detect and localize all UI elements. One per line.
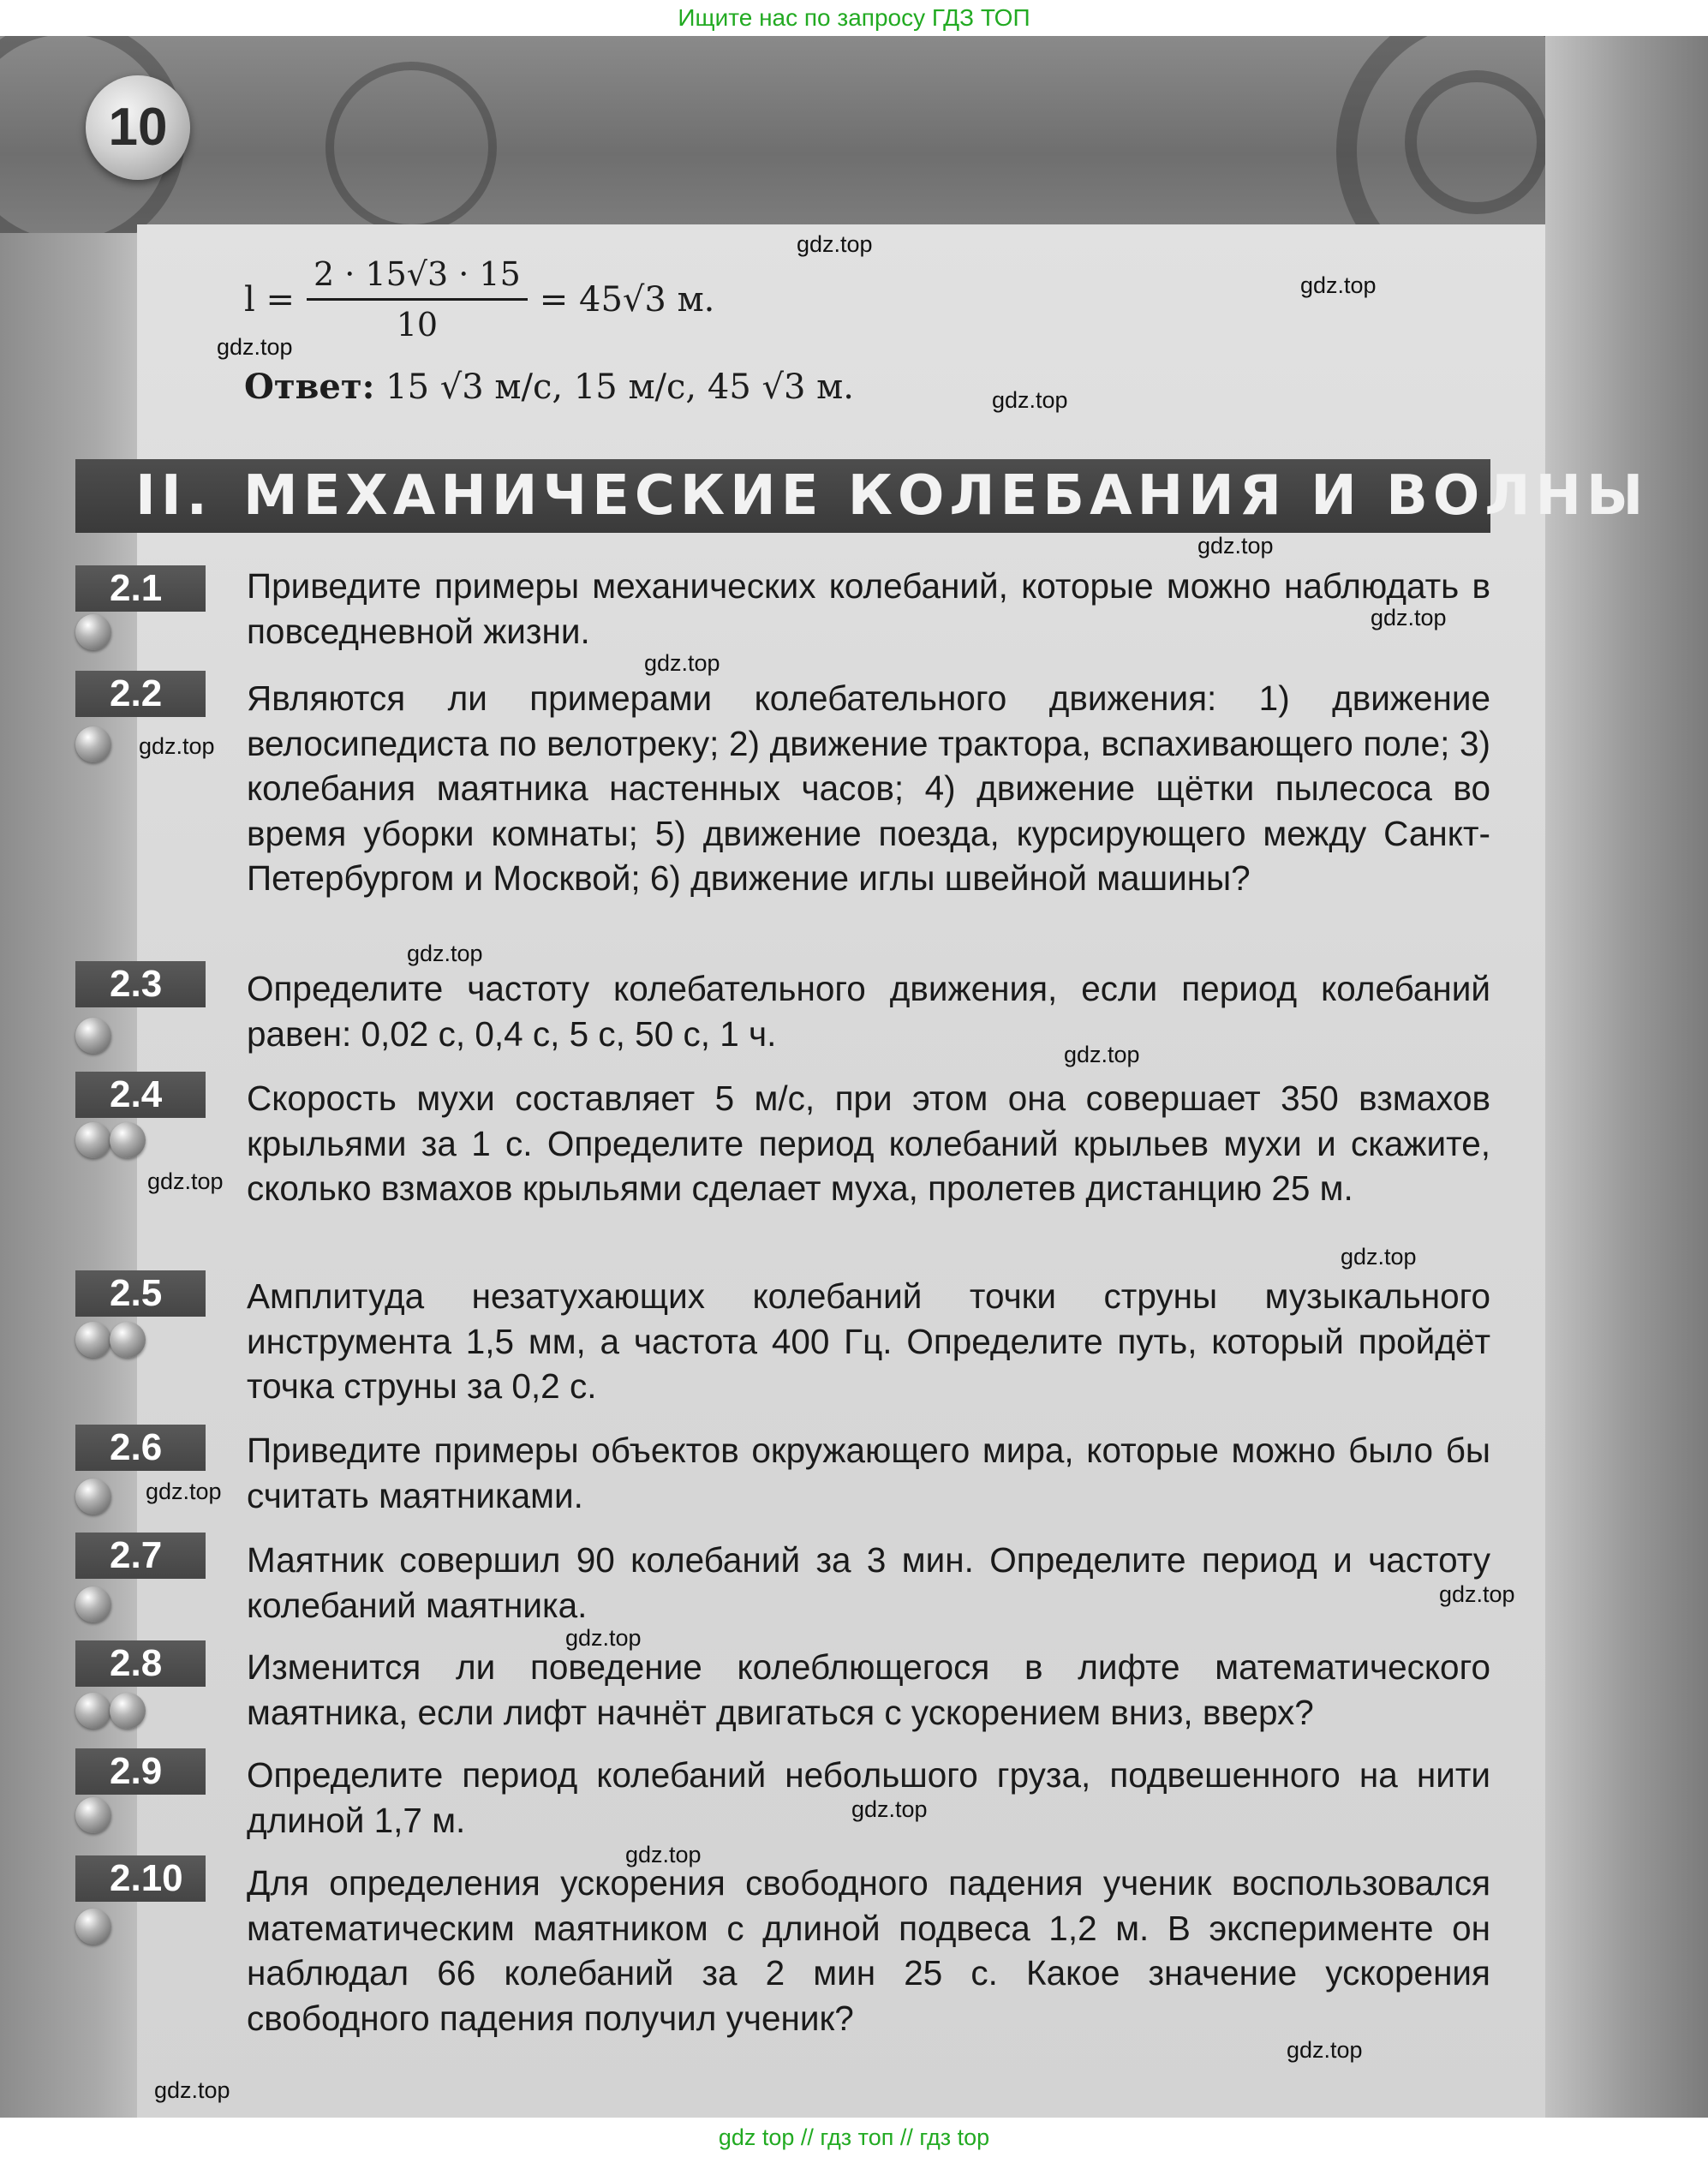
task-number-2-10: 2.10 [75,1855,206,1902]
task-number-2-9: 2.9 [75,1748,206,1795]
watermark: gdz.top [1341,1244,1417,1270]
task-text-2-7: Маятник совершил 90 колебаний за 3 мин. Определите период и частоту колебаний маятника. [247,1540,1490,1625]
watermark: gdz.top [1287,2037,1363,2063]
difficulty-dots [75,1018,110,1055]
difficulty-dot-icon [75,1797,111,1833]
watermark: gdz.top [1064,1042,1140,1067]
difficulty-dot-icon [75,1909,111,1945]
task-number-2-5: 2.5 [75,1270,206,1317]
watermark: gdz.top [625,1842,702,1867]
gear-icon [325,62,497,233]
task-number-2-1: 2.1 [75,565,206,612]
difficulty-dot-icon [75,1586,111,1622]
section-number: II. [135,464,212,528]
watermark: gdz.top [217,334,293,360]
answer-text: 15 √3 м/с, 15 м/с, 45 √3 м. [385,367,854,407]
header-decoration [0,36,1708,233]
formula-lhs: l = [244,279,296,320]
task-text-2-9: Определите период колебаний небольшого груза, подвешенного на нити длиной 1,7 м. [247,1755,1490,1840]
difficulty-dot-icon [75,614,111,650]
task-text-2-6: Приведите примеры объектов окружающего мира, которые можно было бы считать маятниками. [247,1431,1490,1515]
task-number-2-3: 2.3 [75,961,206,1007]
formula [244,255,714,344]
difficulty-dots [75,1122,144,1160]
top-banner[interactable]: Ищите нас по запросу ГДЗ ТОП [0,0,1708,36]
formula-fraction [307,255,528,344]
watermark: gdz.top [851,1796,928,1822]
task-text-2-8: Изменится ли поведение колеблющегося в лифте математического маятника, если лифт начнёт двигаться с ускорением вниз, вверх? [247,1647,1490,1732]
task-number-2-4: 2.4 [75,1072,206,1118]
task-text-2-10: Для определения ускорения свободного падения ученик воспользовался математическим маятником с длиной подвеса 1,2 м. В эксперименте он наблюдал 66 колебаний за 2 мин 25 с. Какое значение ускорения свободного падения получил ученик? [247,1863,1490,2038]
watermark: gdz.top [146,1479,222,1504]
difficulty-dot-icon [75,1693,111,1729]
formula-rhs: = 45√3 м. [539,279,715,320]
watermark: gdz.top [797,231,873,257]
section-heading [75,459,1649,533]
watermark: gdz.top [1197,533,1274,559]
watermark: gdz.top [407,941,483,966]
answer-label: Ответ: [244,367,375,407]
difficulty-dots [75,1909,110,1946]
formula-denominator: 10 [396,306,439,344]
difficulty-dot-icon [75,1122,111,1158]
task-text-2-1: Приведите примеры механических колебаний, которые можно наблюдать в повседневной жизни. [247,566,1490,651]
formula-numerator: 2 · 15√3 · 15 [307,255,528,301]
watermark: gdz.top [154,2077,230,2103]
difficulty-dots [75,1479,110,1516]
bottom-strip[interactable]: gdz top // гдз топ // гдз top [0,2118,1708,2157]
difficulty-dot-icon [75,1018,111,1054]
difficulty-dot-icon [110,1693,146,1729]
task-text-2-2: Являются ли примерами колебательного движения: 1) движение велосипедиста по велотреку; 2) движение трактора, вспахивающего поле; 3) колебания маятника настенных часов; 4) движение щётки пылесоса во время уборки комнаты; 5) движение поезда, курсирующего между Санкт-Петербургом и Москвой; 6) движение иглы швейной машины? [247,678,1490,898]
difficulty-dot-icon [75,1479,111,1515]
section-title: МЕХАНИЧЕСКИЕ КОЛЕБАНИЯ И ВОЛНЫ [243,464,1649,528]
difficulty-dots [75,726,110,764]
difficulty-dot-icon [110,1122,146,1158]
difficulty-dot-icon [75,1322,111,1358]
difficulty-dots [75,1693,144,1730]
task-number-2-8: 2.8 [75,1640,206,1687]
page-number: 10 [86,75,190,180]
watermark: gdz.top [1439,1581,1515,1607]
watermark: gdz.top [1300,272,1377,298]
difficulty-dot-icon [110,1322,146,1358]
task-text-2-4: Скорость мухи составляет 5 м/с, при этом она совершает 350 взмахов крыльями за 1 с. Определите период колебаний крыльев мухи и скажите, сколько взмахов крыльями сделает муха, пролетев дистанцию 25 м. [247,1078,1490,1208]
task-text-2-5: Амплитуда незатухающих колебаний точки струны музыкального инструмента 1,5 мм, а частота 400 Гц. Определите путь, который пройдёт точка струны за 0,2 с. [247,1276,1490,1406]
watermark: gdz.top [139,733,215,759]
difficulty-dot-icon [75,726,111,762]
watermark: gdz.top [644,650,720,676]
watermark: gdz.top [565,1625,642,1651]
task-number-2-7: 2.7 [75,1533,206,1579]
task-number-2-6: 2.6 [75,1425,206,1471]
gear-icon [1405,70,1549,214]
task-number-2-2: 2.2 [75,671,206,717]
watermark: gdz.top [147,1168,224,1194]
watermark: gdz.top [1371,605,1447,630]
right-margin-decoration [1545,36,1708,2118]
task-text-2-3: Определите частоту колебательного движения, если период колебаний равен: 0,02 с, 0,4 с, 5 с, 50 с, 1 ч. [247,969,1490,1054]
difficulty-dots [75,1322,144,1359]
difficulty-dots [75,614,110,652]
answer-line [244,367,854,407]
difficulty-dots [75,1797,110,1835]
watermark: gdz.top [992,387,1068,413]
difficulty-dots [75,1586,110,1624]
